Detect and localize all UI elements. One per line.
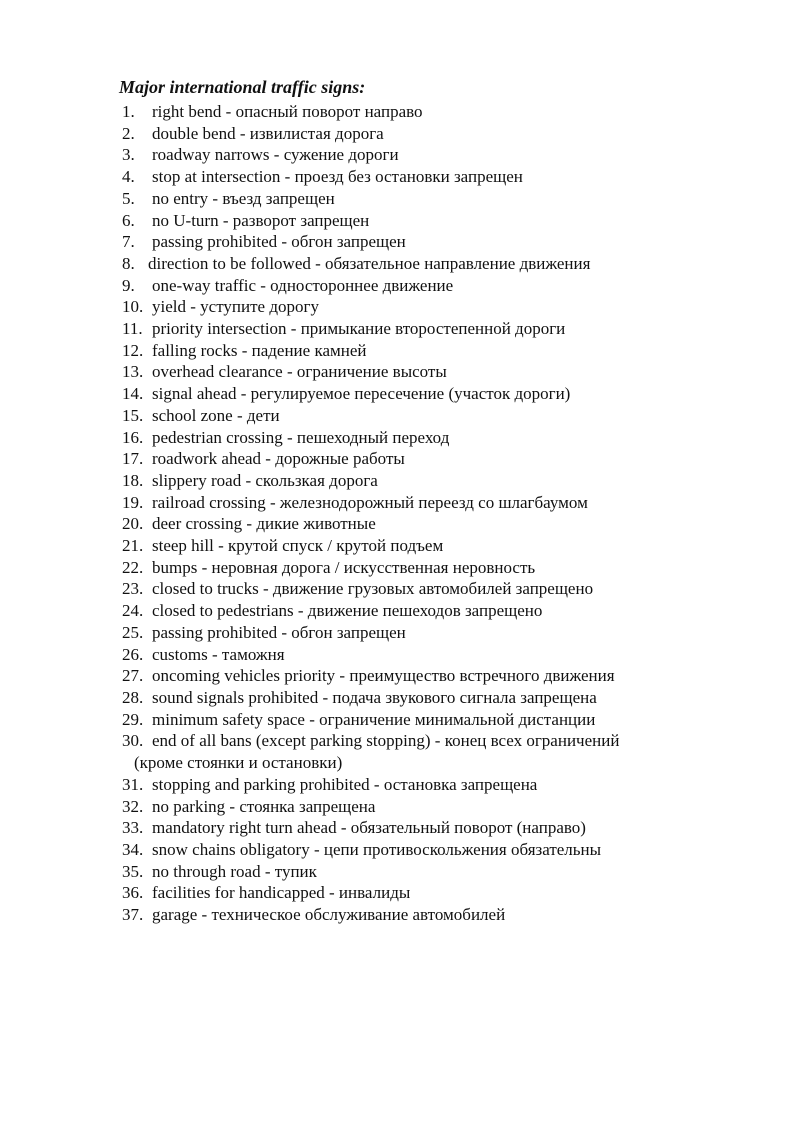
list-item bbox=[122, 492, 782, 514]
list-item-number: 37. bbox=[122, 905, 144, 925]
list-item bbox=[122, 817, 782, 839]
list-item-number: 31. bbox=[122, 774, 144, 794]
list-item-number: 9. bbox=[122, 275, 135, 295]
list-item bbox=[122, 275, 782, 297]
list-item bbox=[122, 144, 782, 166]
list-item bbox=[122, 644, 782, 666]
list-item-text: closed to pedestrians - движение пешеходов запрещено bbox=[152, 601, 543, 621]
list-item-number: 32. bbox=[122, 796, 144, 816]
list-item bbox=[122, 361, 782, 383]
list-item-text: slippery road - скользкая дорога bbox=[152, 470, 378, 490]
list-item-text: mandatory right turn ahead - обязательный поворот (направо) bbox=[152, 818, 586, 838]
list-item bbox=[122, 730, 782, 773]
list-item-number: 13. bbox=[122, 362, 144, 382]
list-item-text: oncoming vehicles priority - преимущество встречного движения bbox=[152, 666, 615, 686]
list-item bbox=[122, 405, 782, 427]
list-item-text: closed to trucks - движение грузовых автомобилей запрещено bbox=[152, 579, 594, 599]
list-item bbox=[122, 665, 782, 687]
list-item-number: 27. bbox=[122, 666, 144, 686]
list-item-text: passing prohibited - обгон запрещен bbox=[152, 232, 406, 252]
list-item-text: passing prohibited - обгон запрещен bbox=[152, 622, 406, 642]
list-item bbox=[122, 296, 782, 318]
list-item-number: 14. bbox=[122, 384, 144, 404]
list-item-text: roadway narrows - сужение дороги bbox=[152, 145, 399, 165]
list-item-text: stopping and parking prohibited - остановка запрещена bbox=[152, 774, 538, 794]
list-item bbox=[122, 796, 782, 818]
list-item-text: no through road - тупик bbox=[152, 861, 317, 881]
list-item-number: 34. bbox=[122, 839, 144, 859]
list-item bbox=[122, 123, 782, 145]
list-item-number: 7. bbox=[122, 232, 135, 252]
list-item-number: 28. bbox=[122, 687, 144, 707]
list-item-text: no parking - стоянка запрещена bbox=[152, 796, 376, 816]
list-item-number: 17. bbox=[122, 449, 144, 469]
list-item-number: 15. bbox=[122, 405, 144, 425]
list-item-text: roadwork ahead - дорожные работы bbox=[152, 449, 405, 469]
list-item-text: yield - уступите дорогу bbox=[152, 297, 319, 317]
list-item-number: 24. bbox=[122, 601, 144, 621]
list-item-text: school zone - дети bbox=[152, 405, 280, 425]
list-item-number: 29. bbox=[122, 709, 144, 729]
list-item bbox=[122, 839, 782, 861]
list-item bbox=[122, 166, 782, 188]
list-item-number: 36. bbox=[122, 883, 144, 903]
list-item-text: no U-turn - разворот запрещен bbox=[152, 210, 370, 230]
list-item-text: bumps - неровная дорога / искусственная неровность bbox=[152, 557, 536, 577]
list-item bbox=[122, 340, 782, 362]
list-item-number: 5. bbox=[122, 188, 135, 208]
list-item-number: 11. bbox=[122, 319, 143, 339]
list-item-text: minimum safety space - ограничение минимальной дистанции bbox=[152, 709, 596, 729]
list-item bbox=[122, 101, 782, 123]
list-item-number: 33. bbox=[122, 818, 144, 838]
list-item-text: falling rocks - падение камней bbox=[152, 340, 367, 360]
list-item-number: 35. bbox=[122, 861, 144, 881]
list-item-text: signal ahead - регулируемое пересечение (участок дороги) bbox=[152, 384, 571, 404]
list-item-number: 26. bbox=[122, 644, 144, 664]
list-item-number: 4. bbox=[122, 167, 135, 187]
list-item-text: no entry - въезд запрещен bbox=[152, 188, 335, 208]
list-item-text: deer crossing - дикие животные bbox=[152, 514, 376, 534]
list-item-text: facilities for handicapped - инвалиды bbox=[152, 883, 411, 903]
list-item bbox=[122, 188, 782, 210]
list-item-number: 21. bbox=[122, 536, 144, 556]
list-item bbox=[122, 687, 782, 709]
list-item-number: 20. bbox=[122, 514, 144, 534]
list-item-number: 22. bbox=[122, 557, 144, 577]
list-item bbox=[122, 882, 782, 904]
list-item bbox=[122, 535, 782, 557]
list-item-number: 19. bbox=[122, 492, 144, 512]
list-item bbox=[122, 513, 782, 535]
list-item-text: snow chains obligatory - цепи противоскольжения обязательны bbox=[152, 839, 602, 859]
list-item bbox=[122, 448, 782, 470]
list-item-text: one-way traffic - одностороннее движение bbox=[152, 275, 454, 295]
list-item bbox=[122, 578, 782, 600]
list-item bbox=[122, 383, 782, 405]
list-item-number: 2. bbox=[122, 123, 135, 143]
list-item-text: railroad crossing - железнодорожный переезд со шлагбаумом bbox=[152, 492, 588, 512]
list-item bbox=[122, 210, 782, 232]
list-item-number: 30. bbox=[122, 731, 144, 751]
list-item-text: stop at intersection - проезд без остановки запрещен bbox=[152, 167, 523, 187]
list-item bbox=[122, 557, 782, 579]
list-item-number: 1. bbox=[122, 102, 135, 121]
list-item bbox=[122, 253, 782, 275]
list-item-text: customs - таможня bbox=[152, 644, 285, 664]
list-item-text: right bend - опасный поворот направо bbox=[152, 102, 423, 121]
list-item-text: pedestrian crossing - пешеходный переход bbox=[152, 427, 450, 447]
list-item-text: double bend - извилистая дорога bbox=[152, 123, 384, 143]
list-item-number: 3. bbox=[122, 145, 135, 165]
list-item-text: sound signals prohibited - подача звукового сигнала запрещена bbox=[152, 687, 597, 707]
list-item-text: steep hill - крутой спуск / крутой подъем bbox=[152, 536, 444, 556]
list-item-number: 16. bbox=[122, 427, 144, 447]
list-item-number: 12. bbox=[122, 340, 144, 360]
list-item-number: 6. bbox=[122, 210, 135, 230]
list-item bbox=[122, 470, 782, 492]
list-item-text: garage - техническое обслуживание автомобилей bbox=[152, 905, 506, 925]
list-item bbox=[122, 709, 782, 731]
list-item-text: end of all bans (except parking stopping) - конец всех ограничений bbox=[152, 731, 620, 751]
list-item-text: overhead clearance - ограничение высоты bbox=[152, 362, 447, 382]
list-item-number: 10. bbox=[122, 297, 144, 317]
list-item bbox=[122, 904, 782, 926]
page-title: Major international traffic signs: bbox=[119, 77, 366, 97]
list-item bbox=[122, 231, 782, 253]
list-item-number: 8. bbox=[122, 253, 135, 273]
list-item-number: 18. bbox=[122, 470, 144, 490]
list-item bbox=[122, 622, 782, 644]
list-item bbox=[122, 427, 782, 449]
list-item-text: direction to be followed - обязательное направление движения bbox=[148, 253, 591, 273]
list-item-number: 23. bbox=[122, 579, 144, 599]
list-item bbox=[122, 774, 782, 796]
list-item-continuation: (кроме стоянки и остановки) bbox=[134, 753, 343, 773]
traffic-signs-list bbox=[122, 101, 782, 926]
list-item bbox=[122, 318, 782, 340]
list-item bbox=[122, 600, 782, 622]
list-item-text: priority intersection - примыкание второстепенной дороги bbox=[152, 319, 566, 339]
list-item bbox=[122, 861, 782, 883]
list-item-number: 25. bbox=[122, 622, 144, 642]
